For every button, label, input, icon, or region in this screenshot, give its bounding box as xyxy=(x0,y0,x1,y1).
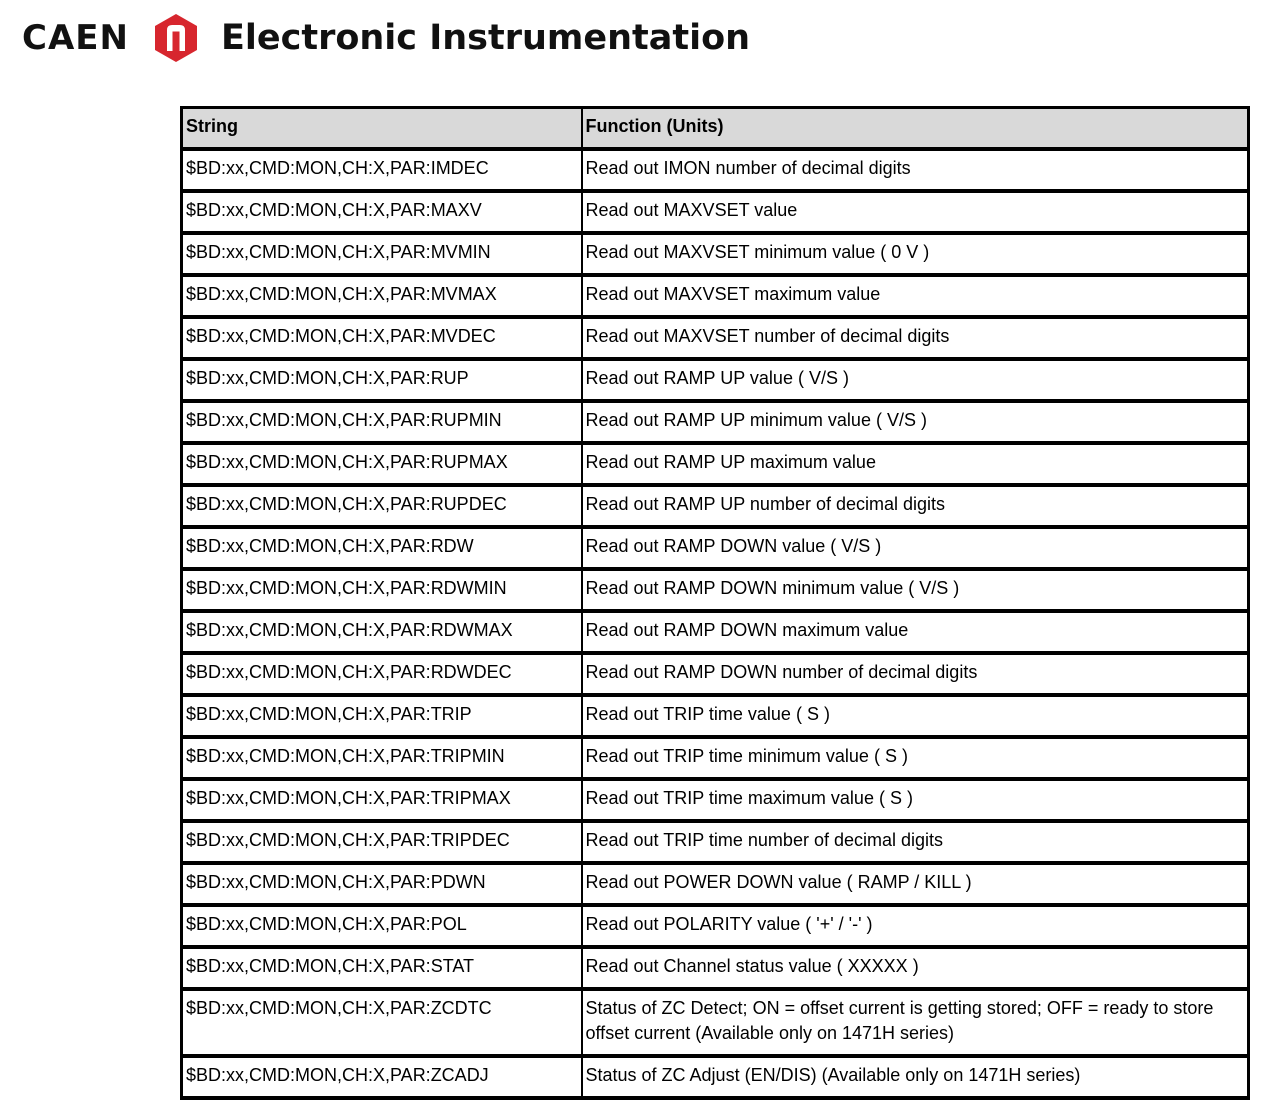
table-header-row xyxy=(182,108,1249,150)
function-cell: Read out IMON number of decimal digits xyxy=(582,149,1249,191)
command-string-cell: $BD:xx,CMD:MON,CH:X,PAR:RDWMAX xyxy=(182,611,582,653)
command-string-cell: $BD:xx,CMD:MON,CH:X,PAR:MVMIN xyxy=(182,233,582,275)
command-string-cell: $BD:xx,CMD:MON,CH:X,PAR:TRIPMAX xyxy=(182,779,582,821)
table-row xyxy=(182,863,1249,905)
table-row xyxy=(182,359,1249,401)
table-row xyxy=(182,821,1249,863)
table-row xyxy=(182,947,1249,989)
command-table xyxy=(180,106,1250,1100)
column-header-string: String xyxy=(182,108,582,150)
column-header-function: Function (Units) xyxy=(582,108,1249,150)
function-cell: Read out RAMP DOWN maximum value xyxy=(582,611,1249,653)
command-string-cell: $BD:xx,CMD:MON,CH:X,PAR:IMDEC xyxy=(182,149,582,191)
table-row xyxy=(182,485,1249,527)
function-cell: Read out TRIP time maximum value ( S ) xyxy=(582,779,1249,821)
command-string-cell: $BD:xx,CMD:MON,CH:X,PAR:ZCADJ xyxy=(182,1056,582,1098)
command-string-cell: $BD:xx,CMD:MON,CH:X,PAR:RUPMIN xyxy=(182,401,582,443)
table-row xyxy=(182,443,1249,485)
function-cell: Read out Channel status value ( XXXXX ) xyxy=(582,947,1249,989)
table-row xyxy=(182,905,1249,947)
function-cell: Read out RAMP UP value ( V/S ) xyxy=(582,359,1249,401)
function-cell: Status of ZC Detect; ON = offset current is getting stored; OFF = ready to store offset current (Available only on 1471H series) xyxy=(582,989,1249,1056)
table-row xyxy=(182,401,1249,443)
function-cell: Read out RAMP UP number of decimal digits xyxy=(582,485,1249,527)
function-cell: Read out RAMP DOWN value ( V/S ) xyxy=(582,527,1249,569)
command-string-cell: $BD:xx,CMD:MON,CH:X,PAR:MAXV xyxy=(182,191,582,233)
table-row xyxy=(182,695,1249,737)
command-string-cell: $BD:xx,CMD:MON,CH:X,PAR:MVDEC xyxy=(182,317,582,359)
function-cell: Status of ZC Adjust (EN/DIS) (Available only on 1471H series) xyxy=(582,1056,1249,1098)
command-string-cell: $BD:xx,CMD:MON,CH:X,PAR:PDWN xyxy=(182,863,582,905)
table-row xyxy=(182,1056,1249,1098)
header-subtitle: Electronic Instrumentation xyxy=(220,18,751,58)
function-cell: Read out POWER DOWN value ( RAMP / KILL ) xyxy=(582,863,1249,905)
function-cell: Read out TRIP time number of decimal digits xyxy=(582,821,1249,863)
table-row xyxy=(182,737,1249,779)
command-string-cell: $BD:xx,CMD:MON,CH:X,PAR:RDWDEC xyxy=(182,653,582,695)
function-cell: Read out TRIP time value ( S ) xyxy=(582,695,1249,737)
command-string-cell: $BD:xx,CMD:MON,CH:X,PAR:RUPMAX xyxy=(182,443,582,485)
command-string-cell: $BD:xx,CMD:MON,CH:X,PAR:TRIP xyxy=(182,695,582,737)
command-string-cell: $BD:xx,CMD:MON,CH:X,PAR:RUP xyxy=(182,359,582,401)
table-row xyxy=(182,611,1249,653)
function-cell: Read out MAXVSET maximum value xyxy=(582,275,1249,317)
command-string-cell: $BD:xx,CMD:MON,CH:X,PAR:STAT xyxy=(182,947,582,989)
page-header xyxy=(22,10,750,66)
table-row xyxy=(182,317,1249,359)
command-string-cell: $BD:xx,CMD:MON,CH:X,PAR:MVMAX xyxy=(182,275,582,317)
command-string-cell: $BD:xx,CMD:MON,CH:X,PAR:POL xyxy=(182,905,582,947)
table-row xyxy=(182,989,1249,1056)
brand-name: CAEN xyxy=(22,18,129,58)
function-cell: Read out RAMP UP minimum value ( V/S ) xyxy=(582,401,1249,443)
command-string-cell: $BD:xx,CMD:MON,CH:X,PAR:RDWMIN xyxy=(182,569,582,611)
function-cell: Read out MAXVSET number of decimal digits xyxy=(582,317,1249,359)
function-cell: Read out MAXVSET minimum value ( 0 V ) xyxy=(582,233,1249,275)
table-row xyxy=(182,233,1249,275)
command-string-cell: $BD:xx,CMD:MON,CH:X,PAR:RUPDEC xyxy=(182,485,582,527)
caen-logo-icon xyxy=(153,13,199,63)
command-string-cell: $BD:xx,CMD:MON,CH:X,PAR:TRIPMIN xyxy=(182,737,582,779)
table-row xyxy=(182,275,1249,317)
command-string-cell: $BD:xx,CMD:MON,CH:X,PAR:TRIPDEC xyxy=(182,821,582,863)
function-cell: Read out RAMP DOWN number of decimal digits xyxy=(582,653,1249,695)
table-row xyxy=(182,527,1249,569)
command-string-cell: $BD:xx,CMD:MON,CH:X,PAR:ZCDTC xyxy=(182,989,582,1056)
function-cell: Read out TRIP time minimum value ( S ) xyxy=(582,737,1249,779)
function-cell: Read out MAXVSET value xyxy=(582,191,1249,233)
table-row xyxy=(182,779,1249,821)
table-row xyxy=(182,191,1249,233)
function-cell: Read out RAMP UP maximum value xyxy=(582,443,1249,485)
table-row xyxy=(182,653,1249,695)
table-row xyxy=(182,149,1249,191)
command-string-cell: $BD:xx,CMD:MON,CH:X,PAR:RDW xyxy=(182,527,582,569)
table-row xyxy=(182,569,1249,611)
function-cell: Read out POLARITY value ( '+' / '-' ) xyxy=(582,905,1249,947)
function-cell: Read out RAMP DOWN minimum value ( V/S ) xyxy=(582,569,1249,611)
